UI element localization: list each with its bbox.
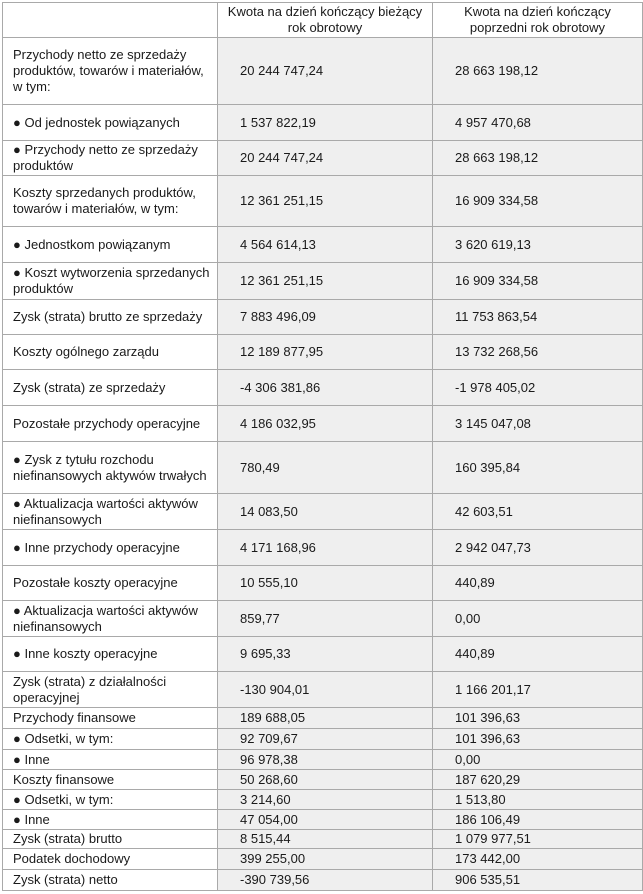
current-year-value: 9 695,33 bbox=[218, 637, 433, 672]
table-row bbox=[3, 770, 643, 790]
previous-year-value: 28 663 198,12 bbox=[433, 141, 643, 176]
previous-year-value: 1 166 201,17 bbox=[433, 672, 643, 708]
row-label: Pozostałe koszty operacyjne bbox=[3, 566, 218, 601]
previous-year-value: 906 535,51 bbox=[433, 870, 643, 891]
row-label: Przychody finansowe bbox=[3, 708, 218, 729]
table-row bbox=[3, 672, 643, 708]
current-year-value: 4 186 032,95 bbox=[218, 406, 433, 442]
table-row bbox=[3, 790, 643, 810]
row-label: Przychody netto ze sprzedaży produktów, towarów i materiałów, w tym: bbox=[3, 38, 218, 105]
row-label: Zysk (strata) brutto bbox=[3, 830, 218, 849]
current-year-value: 47 054,00 bbox=[218, 810, 433, 830]
previous-year-value: 101 396,63 bbox=[433, 708, 643, 729]
previous-year-value: 16 909 334,58 bbox=[433, 263, 643, 300]
current-year-value: 92 709,67 bbox=[218, 729, 433, 750]
header-current-year: Kwota na dzień kończący bieżący rok obrotowy bbox=[218, 3, 433, 38]
previous-year-value: 440,89 bbox=[433, 637, 643, 672]
current-year-value: 859,77 bbox=[218, 601, 433, 637]
current-year-value: 4 171 168,96 bbox=[218, 530, 433, 566]
table-row bbox=[3, 176, 643, 227]
table-row bbox=[3, 530, 643, 566]
row-label: ● Inne bbox=[3, 750, 218, 770]
previous-year-value: 3 620 619,13 bbox=[433, 227, 643, 263]
table-row bbox=[3, 849, 643, 870]
current-year-value: 50 268,60 bbox=[218, 770, 433, 790]
table-row bbox=[3, 370, 643, 406]
current-year-value: 3 214,60 bbox=[218, 790, 433, 810]
table-row bbox=[3, 810, 643, 830]
current-year-value: -130 904,01 bbox=[218, 672, 433, 708]
table-row bbox=[3, 38, 643, 105]
row-label: ● Odsetki, w tym: bbox=[3, 729, 218, 750]
current-year-value: 1 537 822,19 bbox=[218, 105, 433, 141]
row-label: Koszty sprzedanych produktów, towarów i materiałów, w tym: bbox=[3, 176, 218, 227]
current-year-value: 12 189 877,95 bbox=[218, 335, 433, 370]
previous-year-value: 101 396,63 bbox=[433, 729, 643, 750]
table-row bbox=[3, 729, 643, 750]
row-label: ● Inne przychody operacyjne bbox=[3, 530, 218, 566]
table-row bbox=[3, 442, 643, 494]
current-year-value: 399 255,00 bbox=[218, 849, 433, 870]
current-year-value: 8 515,44 bbox=[218, 830, 433, 849]
previous-year-value: 2 942 047,73 bbox=[433, 530, 643, 566]
table-row bbox=[3, 335, 643, 370]
row-label: ● Inne bbox=[3, 810, 218, 830]
current-year-value: 96 978,38 bbox=[218, 750, 433, 770]
table-row bbox=[3, 566, 643, 601]
previous-year-value: 173 442,00 bbox=[433, 849, 643, 870]
current-year-value: 780,49 bbox=[218, 442, 433, 494]
row-label: ● Zysk z tytułu rozchodu niefinansowych aktywów trwałych bbox=[3, 442, 218, 494]
previous-year-value: 160 395,84 bbox=[433, 442, 643, 494]
row-label: ● Jednostkom powiązanym bbox=[3, 227, 218, 263]
row-label: Zysk (strata) z działalności operacyjnej bbox=[3, 672, 218, 708]
table-row bbox=[3, 830, 643, 849]
previous-year-value: 186 106,49 bbox=[433, 810, 643, 830]
table-row bbox=[3, 708, 643, 729]
current-year-value: 12 361 251,15 bbox=[218, 263, 433, 300]
current-year-value: 4 564 614,13 bbox=[218, 227, 433, 263]
table-row bbox=[3, 263, 643, 300]
row-label: ● Aktualizacja wartości aktywów niefinansowych bbox=[3, 494, 218, 530]
row-label: Pozostałe przychody operacyjne bbox=[3, 406, 218, 442]
previous-year-value: 1 079 977,51 bbox=[433, 830, 643, 849]
row-label: ● Inne koszty operacyjne bbox=[3, 637, 218, 672]
table-row bbox=[3, 637, 643, 672]
row-label: ● Aktualizacja wartości aktywów niefinansowych bbox=[3, 601, 218, 637]
row-label: Zysk (strata) netto bbox=[3, 870, 218, 891]
current-year-value: 20 244 747,24 bbox=[218, 141, 433, 176]
previous-year-value: 13 732 268,56 bbox=[433, 335, 643, 370]
previous-year-value: -1 978 405,02 bbox=[433, 370, 643, 406]
table-row bbox=[3, 406, 643, 442]
current-year-value: 12 361 251,15 bbox=[218, 176, 433, 227]
table-row bbox=[3, 601, 643, 637]
table-row bbox=[3, 750, 643, 770]
previous-year-value: 42 603,51 bbox=[433, 494, 643, 530]
current-year-value: -4 306 381,86 bbox=[218, 370, 433, 406]
current-year-value: 14 083,50 bbox=[218, 494, 433, 530]
row-label: ● Przychody netto ze sprzedaży produktów bbox=[3, 141, 218, 176]
previous-year-value: 28 663 198,12 bbox=[433, 38, 643, 105]
row-label: Podatek dochodowy bbox=[3, 849, 218, 870]
previous-year-value: 440,89 bbox=[433, 566, 643, 601]
previous-year-value: 187 620,29 bbox=[433, 770, 643, 790]
row-label: Zysk (strata) ze sprzedaży bbox=[3, 370, 218, 406]
table-row bbox=[3, 300, 643, 335]
header-label bbox=[3, 3, 218, 38]
header-previous-year: Kwota na dzień kończący poprzedni rok obrotowy bbox=[433, 3, 643, 38]
table-row bbox=[3, 105, 643, 141]
financial-table bbox=[2, 2, 643, 891]
row-label: Koszty ogólnego zarządu bbox=[3, 335, 218, 370]
row-label: Zysk (strata) brutto ze sprzedaży bbox=[3, 300, 218, 335]
previous-year-value: 11 753 863,54 bbox=[433, 300, 643, 335]
current-year-value: -390 739,56 bbox=[218, 870, 433, 891]
current-year-value: 189 688,05 bbox=[218, 708, 433, 729]
previous-year-value: 0,00 bbox=[433, 601, 643, 637]
row-label: ● Od jednostek powiązanych bbox=[3, 105, 218, 141]
table-row bbox=[3, 141, 643, 176]
current-year-value: 10 555,10 bbox=[218, 566, 433, 601]
table-row bbox=[3, 870, 643, 891]
previous-year-value: 3 145 047,08 bbox=[433, 406, 643, 442]
previous-year-value: 1 513,80 bbox=[433, 790, 643, 810]
previous-year-value: 16 909 334,58 bbox=[433, 176, 643, 227]
previous-year-value: 0,00 bbox=[433, 750, 643, 770]
row-label: ● Odsetki, w tym: bbox=[3, 790, 218, 810]
row-label: ● Koszt wytworzenia sprzedanych produktów bbox=[3, 263, 218, 300]
table-row bbox=[3, 227, 643, 263]
current-year-value: 20 244 747,24 bbox=[218, 38, 433, 105]
header-row bbox=[3, 3, 643, 38]
table-row bbox=[3, 494, 643, 530]
current-year-value: 7 883 496,09 bbox=[218, 300, 433, 335]
previous-year-value: 4 957 470,68 bbox=[433, 105, 643, 141]
row-label: Koszty finansowe bbox=[3, 770, 218, 790]
